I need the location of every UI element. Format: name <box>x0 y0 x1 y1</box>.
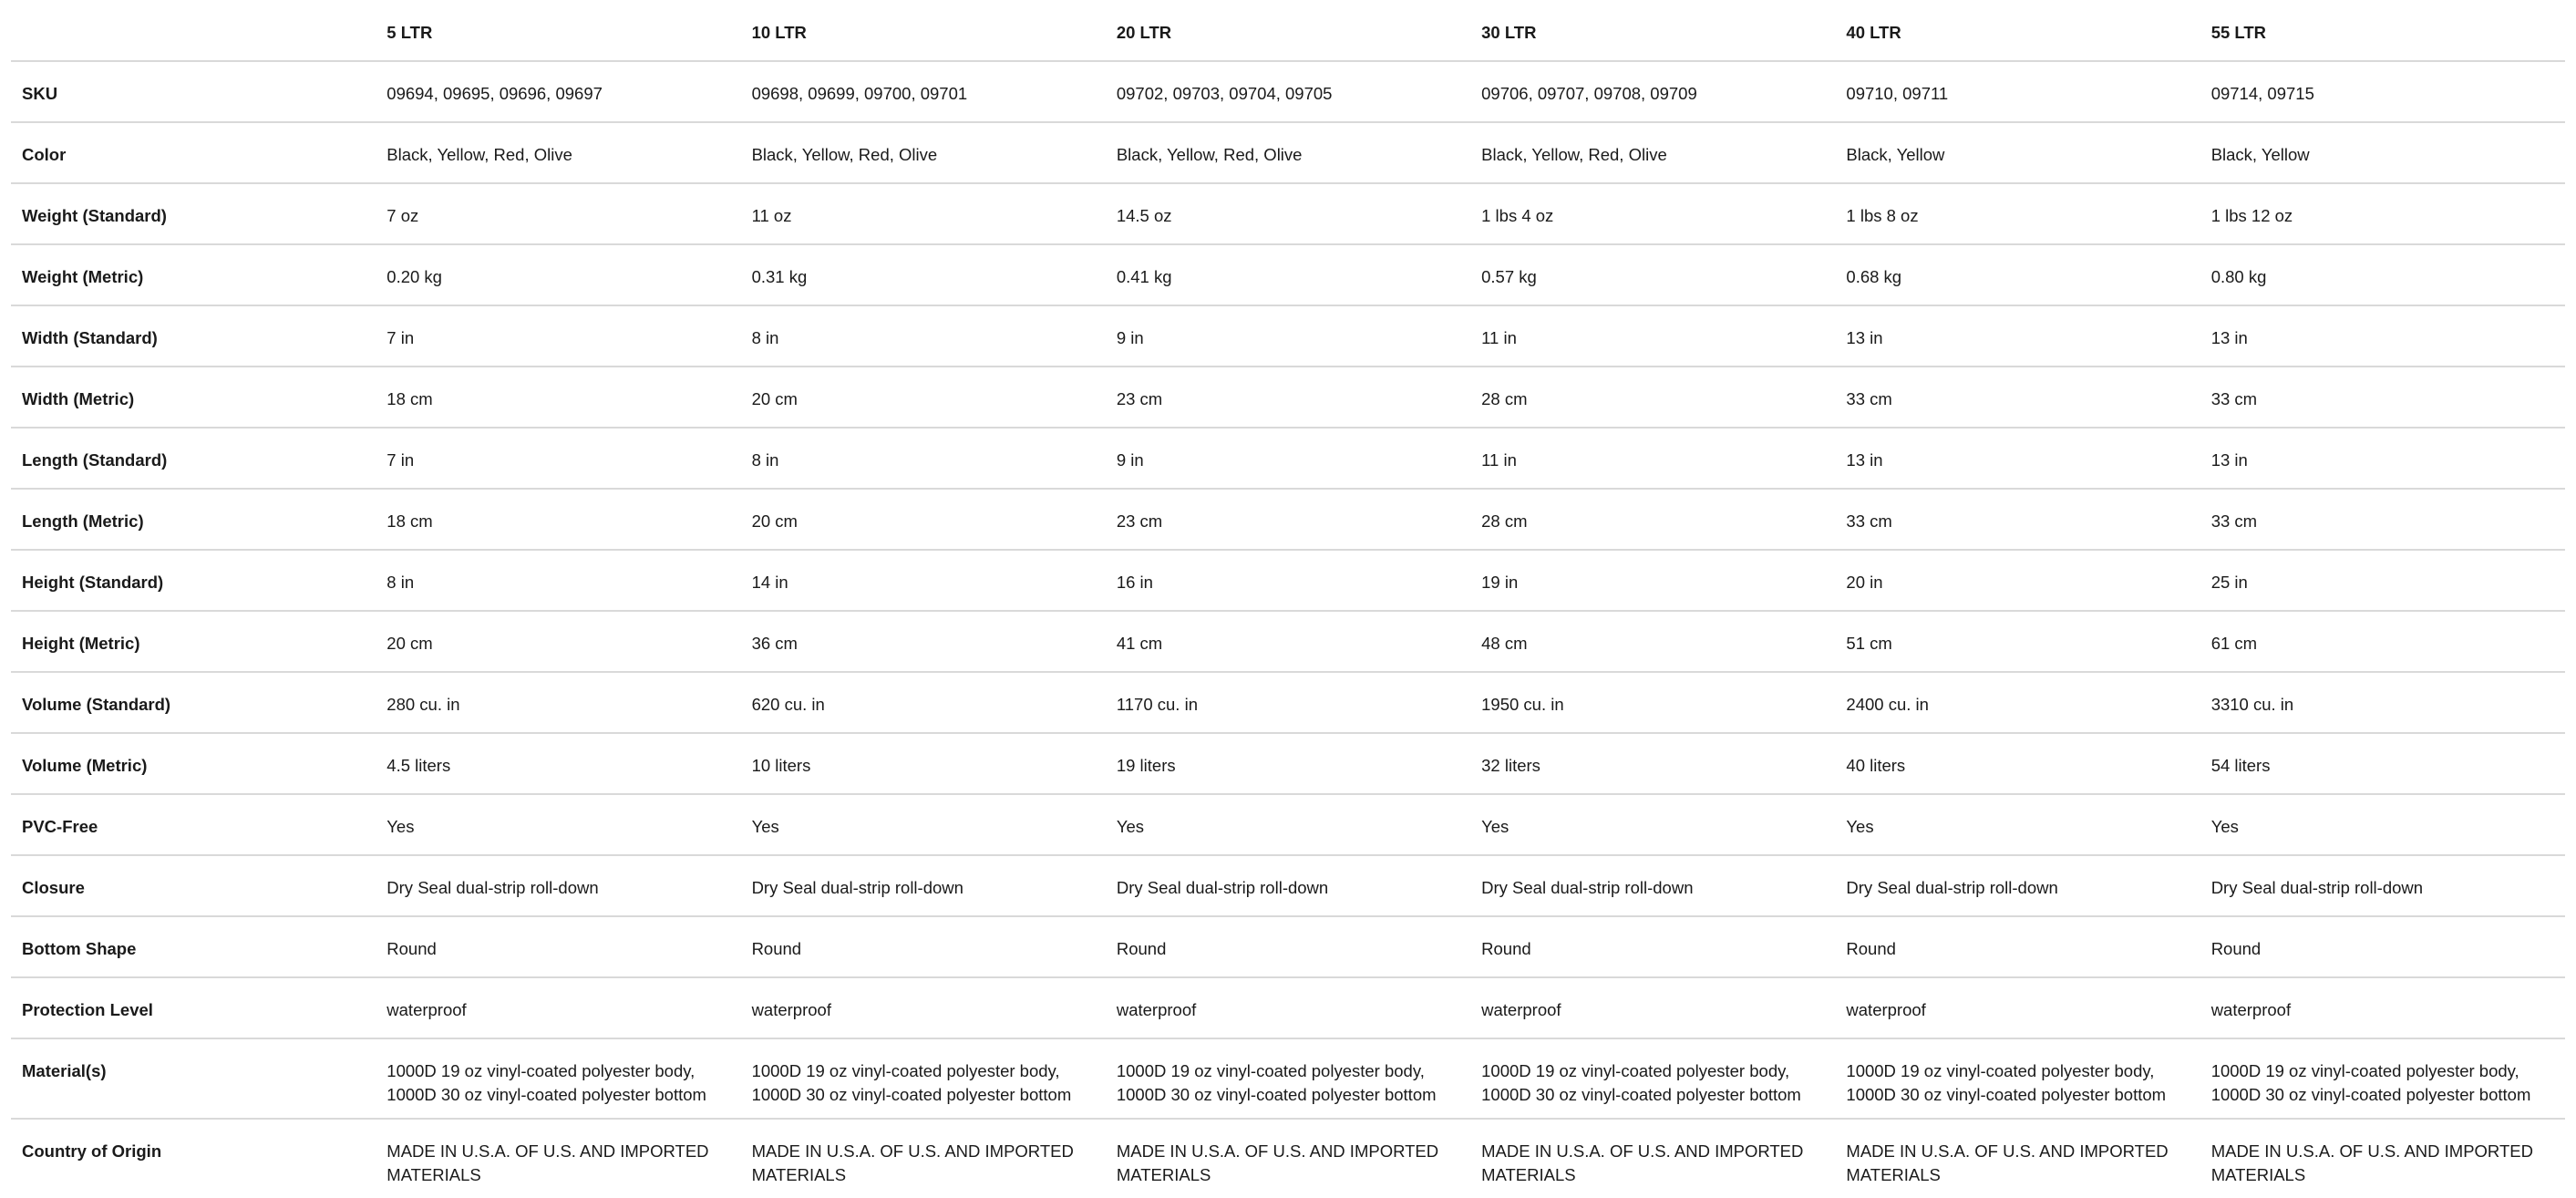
table-cell: 11 in <box>1470 305 1835 367</box>
table-cell: 20 cm <box>376 611 740 672</box>
table-row <box>11 489 2565 550</box>
table-cell: 0.31 kg <box>741 244 1106 305</box>
row-label-volume-metric: Volume (Metric) <box>11 733 376 794</box>
table-cell: 13 in <box>1835 428 2200 489</box>
table-cell: 9 in <box>1106 428 1470 489</box>
table-cell: 13 in <box>2200 428 2565 489</box>
table-cell: 25 in <box>2200 550 2565 611</box>
row-label-color: Color <box>11 122 376 183</box>
table-cell: 36 cm <box>741 611 1106 672</box>
table-cell: 1000D 19 oz vinyl-coated polyester body, 1000D 30 oz vinyl-coated polyester bottom <box>1106 1038 1470 1119</box>
table-cell: 09710, 09711 <box>1835 61 2200 122</box>
table-cell: Round <box>2200 916 2565 977</box>
table-cell: 33 cm <box>1835 489 2200 550</box>
table-cell: 2400 cu. in <box>1835 672 2200 733</box>
row-label-weight-metric: Weight (Metric) <box>11 244 376 305</box>
table-cell: 19 liters <box>1106 733 1470 794</box>
column-header-5-ltr: 5 LTR <box>376 0 740 61</box>
table-cell: 23 cm <box>1106 489 1470 550</box>
table-cell: 280 cu. in <box>376 672 740 733</box>
table-cell: 7 in <box>376 428 740 489</box>
table-cell: 1000D 19 oz vinyl-coated polyester body, 1000D 30 oz vinyl-coated polyester bottom <box>1470 1038 1835 1119</box>
table-cell: Black, Yellow <box>1835 122 2200 183</box>
table-cell: Dry Seal dual-strip roll-down <box>1835 855 2200 916</box>
table-cell: 1000D 19 oz vinyl-coated polyester body, 1000D 30 oz vinyl-coated polyester bottom <box>1835 1038 2200 1119</box>
table-row <box>11 1119 2565 1198</box>
table-cell: 33 cm <box>1835 367 2200 428</box>
row-label-height-standard: Height (Standard) <box>11 550 376 611</box>
table-cell: 19 in <box>1470 550 1835 611</box>
table-cell: waterproof <box>2200 977 2565 1038</box>
table-row <box>11 733 2565 794</box>
row-label-protection-level: Protection Level <box>11 977 376 1038</box>
table-row <box>11 794 2565 855</box>
table-cell: 4.5 liters <box>376 733 740 794</box>
column-header-20-ltr: 20 LTR <box>1106 0 1470 61</box>
table-cell: 33 cm <box>2200 489 2565 550</box>
table-row <box>11 428 2565 489</box>
table-cell: 620 cu. in <box>741 672 1106 733</box>
table-cell: Dry Seal dual-strip roll-down <box>1470 855 1835 916</box>
row-label-length-metric: Length (Metric) <box>11 489 376 550</box>
row-label-sku: SKU <box>11 61 376 122</box>
table-cell: Round <box>1106 916 1470 977</box>
table-cell: 54 liters <box>2200 733 2565 794</box>
table-cell: 7 oz <box>376 183 740 244</box>
table-cell: 1 lbs 12 oz <box>2200 183 2565 244</box>
table-cell: 9 in <box>1106 305 1470 367</box>
table-cell: waterproof <box>376 977 740 1038</box>
table-cell: 51 cm <box>1835 611 2200 672</box>
specs-table-header <box>11 0 2565 61</box>
column-header-30-ltr: 30 LTR <box>1470 0 1835 61</box>
column-header-40-ltr: 40 LTR <box>1835 0 2200 61</box>
table-row <box>11 550 2565 611</box>
table-cell: 13 in <box>1835 305 2200 367</box>
table-row <box>11 672 2565 733</box>
table-row <box>11 1038 2565 1119</box>
table-cell: Yes <box>376 794 740 855</box>
table-cell: MADE IN U.S.A. OF U.S. AND IMPORTED MATERIALS <box>751 1141 1074 1184</box>
row-label-materials: Material(s) <box>11 1038 376 1119</box>
table-row <box>11 305 2565 367</box>
table-row <box>11 611 2565 672</box>
table-cell: 8 in <box>741 305 1106 367</box>
table-cell: 16 in <box>1106 550 1470 611</box>
table-cell: Round <box>376 916 740 977</box>
table-row <box>11 916 2565 977</box>
row-label-weight-standard: Weight (Standard) <box>11 183 376 244</box>
table-row <box>11 977 2565 1038</box>
table-cell: 20 in <box>1835 550 2200 611</box>
table-cell: 1 lbs 4 oz <box>1470 183 1835 244</box>
row-label-bottom-shape: Bottom Shape <box>11 916 376 977</box>
table-cell: MADE IN U.S.A. OF U.S. AND IMPORTED MATERIALS <box>1481 1141 1804 1184</box>
table-cell: Dry Seal dual-strip roll-down <box>741 855 1106 916</box>
table-cell: 09714, 09715 <box>2200 61 2565 122</box>
table-cell: Yes <box>1106 794 1470 855</box>
table-cell: Round <box>1835 916 2200 977</box>
table-cell: Black, Yellow <box>2200 122 2565 183</box>
row-label-pvc-free: PVC-Free <box>11 794 376 855</box>
table-row <box>11 855 2565 916</box>
table-cell: MADE IN U.S.A. OF U.S. AND IMPORTED MATERIALS <box>2210 1141 2533 1184</box>
table-cell: 48 cm <box>1470 611 1835 672</box>
table-cell: Dry Seal dual-strip roll-down <box>1106 855 1470 916</box>
table-cell: Yes <box>741 794 1106 855</box>
column-header-55-ltr: 55 LTR <box>2200 0 2565 61</box>
table-cell: waterproof <box>1470 977 1835 1038</box>
table-cell: 1000D 19 oz vinyl-coated polyester body, 1000D 30 oz vinyl-coated polyester bottom <box>741 1038 1106 1119</box>
table-cell: 09706, 09707, 09708, 09709 <box>1470 61 1835 122</box>
table-cell: Yes <box>1835 794 2200 855</box>
row-label-width-metric: Width (Metric) <box>11 367 376 428</box>
table-row <box>11 183 2565 244</box>
row-label-height-metric: Height (Metric) <box>11 611 376 672</box>
table-cell: 41 cm <box>1106 611 1470 672</box>
table-cell: Round <box>741 916 1106 977</box>
row-label-country-of-origin: Country of Origin <box>22 1141 162 1161</box>
table-cell: MADE IN U.S.A. OF U.S. AND IMPORTED MATERIALS <box>1846 1141 2169 1184</box>
table-cell: 28 cm <box>1470 489 1835 550</box>
table-cell: 0.20 kg <box>376 244 740 305</box>
table-cell: 13 in <box>2200 305 2565 367</box>
table-cell: 0.68 kg <box>1835 244 2200 305</box>
table-cell: Black, Yellow, Red, Olive <box>1470 122 1835 183</box>
table-cell: 14 in <box>741 550 1106 611</box>
specs-table-body <box>11 61 2565 1198</box>
table-cell: Black, Yellow, Red, Olive <box>376 122 740 183</box>
row-label-length-standard: Length (Standard) <box>11 428 376 489</box>
table-cell: 18 cm <box>376 367 740 428</box>
table-cell: 11 in <box>1470 428 1835 489</box>
table-cell: 7 in <box>376 305 740 367</box>
table-cell: Dry Seal dual-strip roll-down <box>2200 855 2565 916</box>
table-cell: 61 cm <box>2200 611 2565 672</box>
table-cell: 0.80 kg <box>2200 244 2565 305</box>
table-cell: waterproof <box>1835 977 2200 1038</box>
table-cell: 3310 cu. in <box>2200 672 2565 733</box>
column-header-10-ltr: 10 LTR <box>741 0 1106 61</box>
table-cell: 11 oz <box>741 183 1106 244</box>
specs-table <box>11 0 2565 1198</box>
table-cell: waterproof <box>741 977 1106 1038</box>
table-cell: Dry Seal dual-strip roll-down <box>376 855 740 916</box>
table-cell: Yes <box>1470 794 1835 855</box>
row-label-volume-standard: Volume (Standard) <box>11 672 376 733</box>
table-cell: 09702, 09703, 09704, 09705 <box>1106 61 1470 122</box>
header-corner-cell <box>11 0 376 61</box>
table-cell: Black, Yellow, Red, Olive <box>741 122 1106 183</box>
table-cell: 23 cm <box>1106 367 1470 428</box>
table-cell: 09694, 09695, 09696, 09697 <box>376 61 740 122</box>
table-cell: Round <box>1470 916 1835 977</box>
table-row <box>11 367 2565 428</box>
header-row <box>11 0 2565 61</box>
table-cell: waterproof <box>1106 977 1470 1038</box>
table-cell: 8 in <box>376 550 740 611</box>
table-cell: 20 cm <box>741 489 1106 550</box>
table-cell: 28 cm <box>1470 367 1835 428</box>
table-cell: 20 cm <box>741 367 1106 428</box>
table-cell: 14.5 oz <box>1106 183 1470 244</box>
table-row <box>11 61 2565 122</box>
row-label-width-standard: Width (Standard) <box>11 305 376 367</box>
table-cell: 40 liters <box>1835 733 2200 794</box>
table-cell: 09698, 09699, 09700, 09701 <box>741 61 1106 122</box>
table-cell: 33 cm <box>2200 367 2565 428</box>
table-cell: 18 cm <box>376 489 740 550</box>
table-cell: 1000D 19 oz vinyl-coated polyester body, 1000D 30 oz vinyl-coated polyester bottom <box>376 1038 740 1119</box>
table-cell: Yes <box>2200 794 2565 855</box>
table-cell: 8 in <box>741 428 1106 489</box>
table-cell: 1000D 19 oz vinyl-coated polyester body, 1000D 30 oz vinyl-coated polyester bottom <box>2200 1038 2565 1119</box>
table-cell: 1 lbs 8 oz <box>1835 183 2200 244</box>
table-cell: 32 liters <box>1470 733 1835 794</box>
table-cell: MADE IN U.S.A. OF U.S. AND IMPORTED MATERIALS <box>1116 1141 1439 1184</box>
table-cell: MADE IN U.S.A. OF U.S. AND IMPORTED MATERIALS <box>386 1141 709 1184</box>
table-cell: Black, Yellow, Red, Olive <box>1106 122 1470 183</box>
table-row <box>11 122 2565 183</box>
table-cell: 1950 cu. in <box>1470 672 1835 733</box>
table-cell: 0.57 kg <box>1470 244 1835 305</box>
table-cell: 1170 cu. in <box>1106 672 1470 733</box>
row-label-closure: Closure <box>11 855 376 916</box>
table-cell: 10 liters <box>741 733 1106 794</box>
table-cell: 0.41 kg <box>1106 244 1470 305</box>
table-row <box>11 244 2565 305</box>
